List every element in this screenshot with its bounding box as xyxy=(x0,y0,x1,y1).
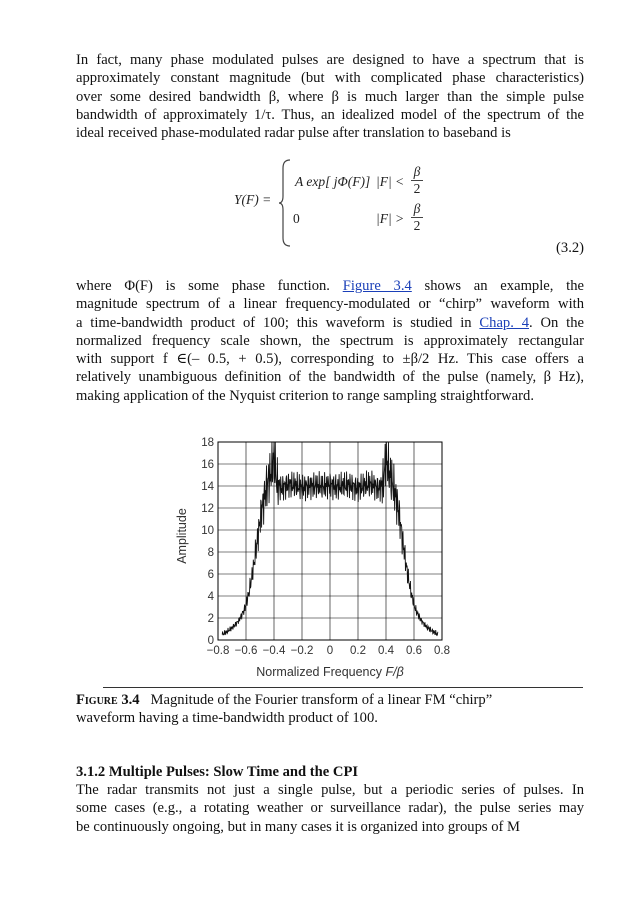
equation-case2-expr: 0 xyxy=(293,211,300,226)
paragraph-intro xyxy=(76,51,584,142)
equation-fraction-2 xyxy=(411,201,423,234)
paragraph-section xyxy=(76,781,584,836)
y-tick-label: 10 xyxy=(201,525,214,537)
x-tick-label: 0.6 xyxy=(406,645,422,657)
x-axis-label-text: Normalized Frequency xyxy=(256,665,386,679)
caption-label: Figure 3.4 xyxy=(76,692,140,708)
y-tick-label: 0 xyxy=(207,635,214,647)
text-line: be continuously ongoing, but in many cases it is organized into groups of M xyxy=(76,818,520,835)
text-line: In fact, many phase modulated pulses are designed to have a spectrum that is xyxy=(76,52,584,68)
text-line: relatively unambiguous definition of the bandwidth of the pulse (namely, β Hz), xyxy=(76,369,584,386)
x-tick-label: 0.2 xyxy=(350,645,366,657)
equation-case1-expr: A exp[ jΦ(F)] xyxy=(295,174,371,189)
text-line xyxy=(76,314,584,332)
text-line: approximately constant magnitude (but with complicated phase characteristics) xyxy=(76,70,584,87)
equation-case2-cond: |F| > xyxy=(376,211,405,226)
text-line xyxy=(76,277,584,295)
text-segment: a time-bandwidth product of 100; this waveform is studied in xyxy=(76,314,472,331)
equation-fraction-1 xyxy=(411,164,423,197)
text-line: normalized frequency scale shown, the spectrum is approximately rectangular xyxy=(76,332,584,349)
x-axis-label-variable: F/β xyxy=(385,665,404,679)
caption-text-1: Magnitude of the Fourier transform of a linear FM “chirp” xyxy=(150,692,493,708)
section-heading: 3.1.2 Multiple Pulses: Slow Time and the CPI xyxy=(76,764,359,780)
fraction-denominator: 2 xyxy=(411,217,423,234)
text-line: bandwidth of approximately 1/τ. Thus, an idealized model of the spectrum of the xyxy=(76,106,584,123)
text-line: The radar transmits not just a single pulse, but a periodic series of pulses. In xyxy=(76,782,584,798)
figure-3-4-chart xyxy=(160,436,490,682)
x-axis-label xyxy=(256,665,403,679)
equation-number: (3.2) xyxy=(556,240,584,256)
text-line: some cases (e.g., a rotating weather or surveillance radar), the pulse series may xyxy=(76,800,584,817)
y-tick-label: 14 xyxy=(201,481,214,493)
fraction-numerator: β xyxy=(413,164,421,179)
text-line: over some desired bandwidth β, where β is much larger than the simple pulse xyxy=(76,88,584,105)
text-line: magnitude spectrum of a linear frequency-modulated or “chirp” waveform with xyxy=(76,296,584,313)
y-tick-label: 12 xyxy=(201,503,214,515)
fraction-numerator: β xyxy=(413,201,421,216)
chart-ticks xyxy=(201,437,450,657)
caption-text-2: waveform having a time-bandwidth product of 100. xyxy=(76,710,378,727)
y-tick-label: 18 xyxy=(201,437,214,449)
y-tick-label: 2 xyxy=(207,613,214,625)
y-tick-label: 16 xyxy=(201,459,214,471)
fraction-denominator: 2 xyxy=(411,180,423,197)
x-tick-label: 0 xyxy=(326,645,334,657)
text-line: ideal received phase-modulated radar pulse after translation to baseband is xyxy=(76,125,511,142)
y-axis-label: Amplitude xyxy=(175,508,189,564)
paragraph-description xyxy=(76,277,584,405)
y-tick-label: 8 xyxy=(207,547,214,559)
x-tick-label: −0.6 xyxy=(234,645,258,657)
figure-3-4-link[interactable]: Figure 3.4 xyxy=(342,278,412,294)
text-segment: where Φ(F) is some phase function. xyxy=(76,278,330,294)
chart-grid xyxy=(218,442,442,640)
x-tick-label: −0.8 xyxy=(206,645,230,657)
x-tick-label: −0.4 xyxy=(262,645,286,657)
text-segment: shows an example, the xyxy=(424,278,584,294)
caption-divider xyxy=(103,687,583,688)
equation-brace xyxy=(278,158,292,248)
y-tick-label: 4 xyxy=(207,591,214,603)
text-line: making application of the Nyquist criterion to range sampling straightforward. xyxy=(76,387,534,404)
x-tick-label: −0.2 xyxy=(290,645,314,657)
equation-lhs: Y(F) = xyxy=(234,192,272,207)
text-segment: . On the xyxy=(529,314,584,331)
y-tick-label: 6 xyxy=(207,569,214,581)
chapter-4-link[interactable]: Chap. 4 xyxy=(479,314,530,331)
equation-case1-cond: |F| < xyxy=(376,174,405,189)
text-line: with support f ∈(– 0.5, + 0.5), corresponding to ±β/2 Hz. This case offers a xyxy=(76,351,584,368)
figure-caption xyxy=(76,691,581,728)
x-tick-label: 0.4 xyxy=(378,645,394,657)
x-tick-label: 0.8 xyxy=(434,645,450,657)
